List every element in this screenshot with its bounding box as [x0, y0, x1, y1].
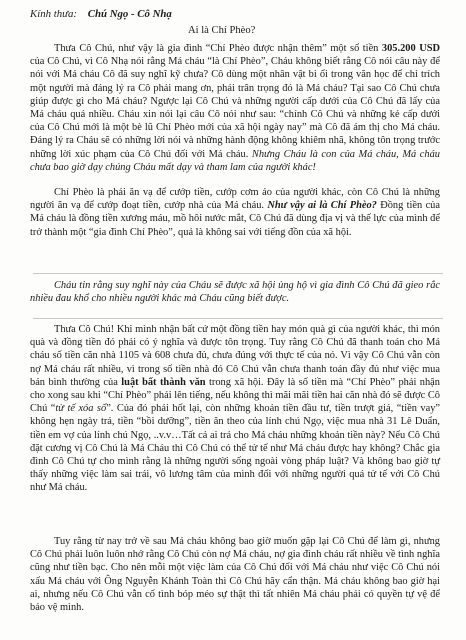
paragraph-2-text-a: Chí Phèo là phải ăn vạ để cướp tiền, cướp cơm áo của người khác, còn Cô Chú là những người ăn vạ để cướp đoạt tiền, cướp nhà của Má cháu. [30, 187, 440, 212]
paragraph-5: Tuy rằng từ nay trở về sau Má cháu không bao giờ muốn gặp lại Cô Chú để làm gì, nhưng Cô Chú phải luôn luôn nhớ rằng Cô Chú còn nợ Má cháu, nợ gia đình cháu rất nhiều về tình nghĩa cũng như tiền bạc. Cho nên mỗi một việc làm của Cô Chú đối với Má cháu như việc Cô Chú nói xấu Má cháu với Ông Nguyễn Khánh Toàn thì Cô Chú hãy cẩn thận. Má cháu không bao giờ hại ai, nhưng nếu Cô Chú vẫn cố tình bóp méo sự thật thì tất nhiên Má cháu phải có quyền tự vệ để bảo vệ mình. [30, 536, 440, 614]
letter-heading-question: Ai là Chí Phèo? [188, 25, 256, 36]
paragraph-4-bold-phrase: luật bất thành văn [121, 376, 206, 388]
paragraph-1-text-a: Thưa Cô Chú, như vậy là gia đình “Chí Phèo được nhận thêm” một số tiền [54, 43, 382, 54]
paragraph-4-text-c: ”. Của đó phải hốt lại, còn những khoản tiền đầu tư, tiền trượt giá, “tiền vay” không hẹn ngày trả, tiền “bồi dưỡng”, tiền ăn theo của lính chú Ngọ, việc mua nhà 31 Lê Duẩn, tiền em vợ của lính chú Ngọ, ..v.v…Tất cả ai trả cho Má cháu những khoản tiền này? Nếu Cô Chú đặt cương vị Cô Chú là Má Cháu thì Cô Chú có thể tử tế như Má cháu được hay không? Chắc gia đình Cô Chú tự cho mình rằng là những người sống ngoài vòng pháp luật? Và không bao giờ tự thấy những việc làm sai trái, vô lương tâm của mình đối với những người quá tử tế với Cô Chú như Má cháu. [30, 403, 440, 494]
divider-line [33, 318, 443, 319]
paragraph-1-amount: 305.200 USD [381, 43, 440, 54]
paragraph-3: Cháu tin rằng suy nghĩ này của Cháu sẽ được xã hội ủng hộ vì gia đình Cô Chú đã gieo rắc nhiều đau khổ cho nhiều người khác mà Cháu cũng biết được. [30, 280, 440, 305]
paragraph-4-italic-phrase: từ tế xóa sổ [55, 403, 107, 415]
paragraph-2 [30, 186, 440, 239]
salutation-names: Chú Ngọ - Cô Nhạ [87, 8, 172, 20]
salutation-lead: Kính thưa: [30, 8, 77, 20]
paragraph-1 [30, 42, 440, 174]
paragraph-4 [30, 323, 440, 495]
paragraph-4-text-b: trong xã hội. Đây là số tiền mà “Chí Phèo” phải nhận cho xong sau khi “Chí Phèo” phải lên tiếng, nếu không thì mãi mãi tiền hai căn nhà đó sẽ được Cô Chú “ [30, 376, 440, 415]
divider-line [33, 273, 443, 274]
paragraph-2-bold-question: Như vậy ai là Chí Phèo? [267, 200, 377, 212]
paragraph-1-italic: Nhưng Cháu là con của Má cháu, Má cháu chưa bao giờ dạy chúng Cháu mất dạy và tham lam của người khác! [30, 148, 440, 173]
salutation [30, 8, 172, 21]
paragraph-2-text-b: Đồng tiền của Má cháu là đồng tiền xương máu, mồ hôi nước mắt, Cô Chú đã dùng địa vị và thế lực của mình để trở thành một “gia đình Chí Phèo”, quả là không sai với tiếng đồn của xã hội. [30, 200, 440, 238]
paragraph-4-text-a: Thưa Cô Chú! Khi mình nhận bất cứ một đồng tiền hay món quà gì của người khác, thì món quà và đồng tiền đó phải có ý nghĩa và được tôn trọng. Tuy rằng Cô Chú đã thanh toán cho Má cháu số tiền căn nhà 1105 và 608 chưa đủ, chưa đúng với thực tế của nó. Vì vậy Cô Chú vẫn còn nợ Má cháu rất nhiều, vì trong số tiền nhà đó Cô Chú vẫn chưa thanh toán đầy đủ như việc mua bán bình thường của [30, 324, 440, 388]
paragraph-1-text-b: của Cô Chú, vì Cô Nhạ nói rằng Má cháu “là Chí Phèo”, Cháu không biết rằng Cô nói câu này để nói với Má cháu Cô đã suy nghĩ kỹ chưa? Cô dùng một nhân vật bi ổi trong văn học để chỉ trích một người mà đáng lý ra Cô phải mang ơn, phải trân trọng đó là Má cháu? Tại sao Cô Chú chưa giúp được gì cho Má cháu? Ngược lại Cô Chú và những người cấp dưới của Cô Chú đã lấy của Má cháu quá nhiều. Cháu xin nói lại câu Cô nói như sau: “chính Cô Chú và những kẻ cấp dưới của Cô Chú mới là một bè lũ Chí Phèo mới của xã hội ngày nay” mà Cô đã ám thị cho Má cháu. Đáng lý ra Cháu sẽ có những lời nói và những hành động không khiêm nhã, không tôn trọng trước những lời xúc phạm của Cô Chú đối với Má cháu. [30, 56, 440, 160]
